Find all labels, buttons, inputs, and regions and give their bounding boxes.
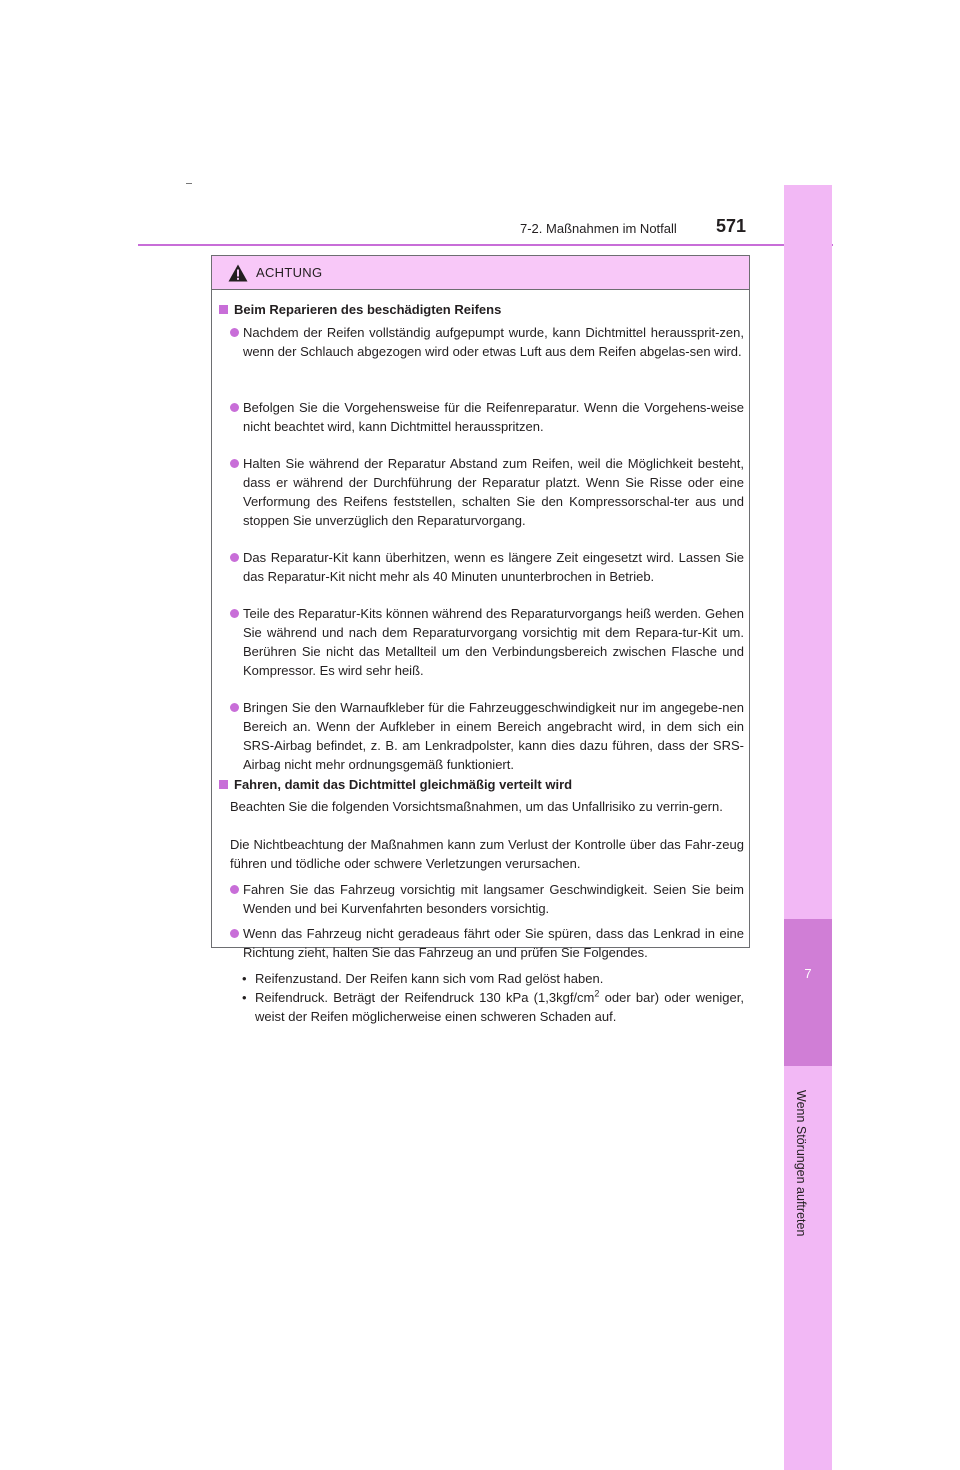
section-heading: Beim Reparieren des beschädigten Reifens [219, 300, 501, 319]
square-bullet-icon [219, 305, 228, 314]
chapter-title: Wenn Störungen auftreten [794, 1090, 808, 1237]
list-item: Wenn das Fahrzeug nicht geradeaus fährt oder Sie spüren, dass das Lenkrad in eine Richtung zieht, halten Sie das Fahrzeug an und prüfen Sie Folgendes. [230, 924, 744, 962]
sub-bullet-icon: • [242, 990, 247, 1005]
sub-list-item: • Reifendruck. Beträgt der Reifendruck 130 kPa ($1,3kgf/cm^2$ oder bar) oder weniger, weist der Reifen möglicherweise einen schweren Schaden auf. [242, 988, 744, 1024]
chapter-side-tab [784, 185, 832, 1470]
page-number: 571 [716, 216, 747, 236]
list-item: Befolgen Sie die Vorgehensweise für die Reifenreparatur. Wenn die Vorgehens-weise nicht beachtet wird, kann Dichtmittel herausspritzen. [230, 398, 744, 436]
sub-bullet-icon: • [242, 971, 247, 986]
square-bullet-icon [219, 780, 228, 789]
bullet-dot-icon [230, 553, 239, 562]
chapter-number-box [784, 919, 832, 1066]
bullet-dot-icon [230, 929, 239, 938]
list-item: Bringen Sie den Warnaufkleber für die Fahrzeuggeschwindigkeit nur im angegebe-nen Bereich an. Wenn der Aufkleber in einem Bereich angebracht wird, in dem sich ein SRS-Airbag befindet, z. B. am Lenkradpolster, kann dies dazu führen, dass der SRS-Airbag nicht mehr ordnungsgemäß funktioniert. [230, 698, 744, 774]
section-label: 7-2. Maßnahmen im Notfall [520, 221, 677, 236]
list-item: Halten Sie während der Reparatur Abstand zum Reifen, weil die Möglichkeit besteht, dass er während der Durchführung der Reparatur platzt. Wenn Sie Risse oder eine Verformung des Reifens feststellen, schalten Sie den Kompressorschal-ter aus und stoppen Sie unverzüglich den Reparaturvorgang. [230, 454, 744, 530]
sub-list-item: • Reifenzustand. Der Reifen kann sich vom Rad gelöst haben. [242, 971, 604, 986]
warning-title: ACHTUNG [256, 265, 323, 280]
list-item: Das Reparatur-Kit kann überhitzen, wenn es längere Zeit eingesetzt wird. Lassen Sie das Reparatur-Kit nicht mehr als 40 Minuten ununterbrochen in Betrieb. [230, 548, 744, 586]
corner-mark [186, 183, 192, 184]
warning-header [212, 256, 749, 290]
bullet-dot-icon [230, 328, 239, 337]
bullet-dot-icon [230, 885, 239, 894]
bullet-dot-icon [230, 703, 239, 712]
bullet-dot-icon [230, 403, 239, 412]
header-rule [138, 244, 833, 246]
warning-triangle-icon [228, 264, 248, 282]
chapter-number: 7 [804, 966, 812, 981]
bullet-dot-icon [230, 459, 239, 468]
list-item: Fahren Sie das Fahrzeug vorsichtig mit langsamer Geschwindigkeit. Seien Sie beim Wenden und bei Kurvenfahrten besonders vorsichtig. [230, 880, 744, 918]
bullet-dot-icon [230, 609, 239, 618]
list-item: Nachdem der Reifen vollständig aufgepumpt wurde, kann Dichtmittel heraussprit-zen, wenn der Schlauch abgezogen wird oder etwas Luft aus dem Reifen abgelas-sen wird. [230, 323, 744, 361]
section-heading: Fahren, damit das Dichtmittel gleichmäßig verteilt wird [219, 775, 572, 794]
warning-box [211, 255, 750, 1024]
paragraph: Beachten Sie die folgenden Vorsichtsmaßnahmen, um das Unfallrisiko zu verrin-gern. [230, 799, 723, 814]
list-item: Teile des Reparatur-Kits können während des Reparaturvorgangs heiß werden. Gehen Sie während und nach dem Reparaturvorgang vorsichtig mit dem Repara-tur-Kit um. Berühren Sie nicht das Metallteil um den Verbindungsbereich zwischen Flasche und Kompressor. Es wird sehr heiß. [230, 604, 744, 680]
paragraph: Die Nichtbeachtung der Maßnahmen kann zum Verlust der Kontrolle über das Fahr-zeug führen und tödliche oder schwere Verletzungen verursachen. [230, 837, 744, 871]
